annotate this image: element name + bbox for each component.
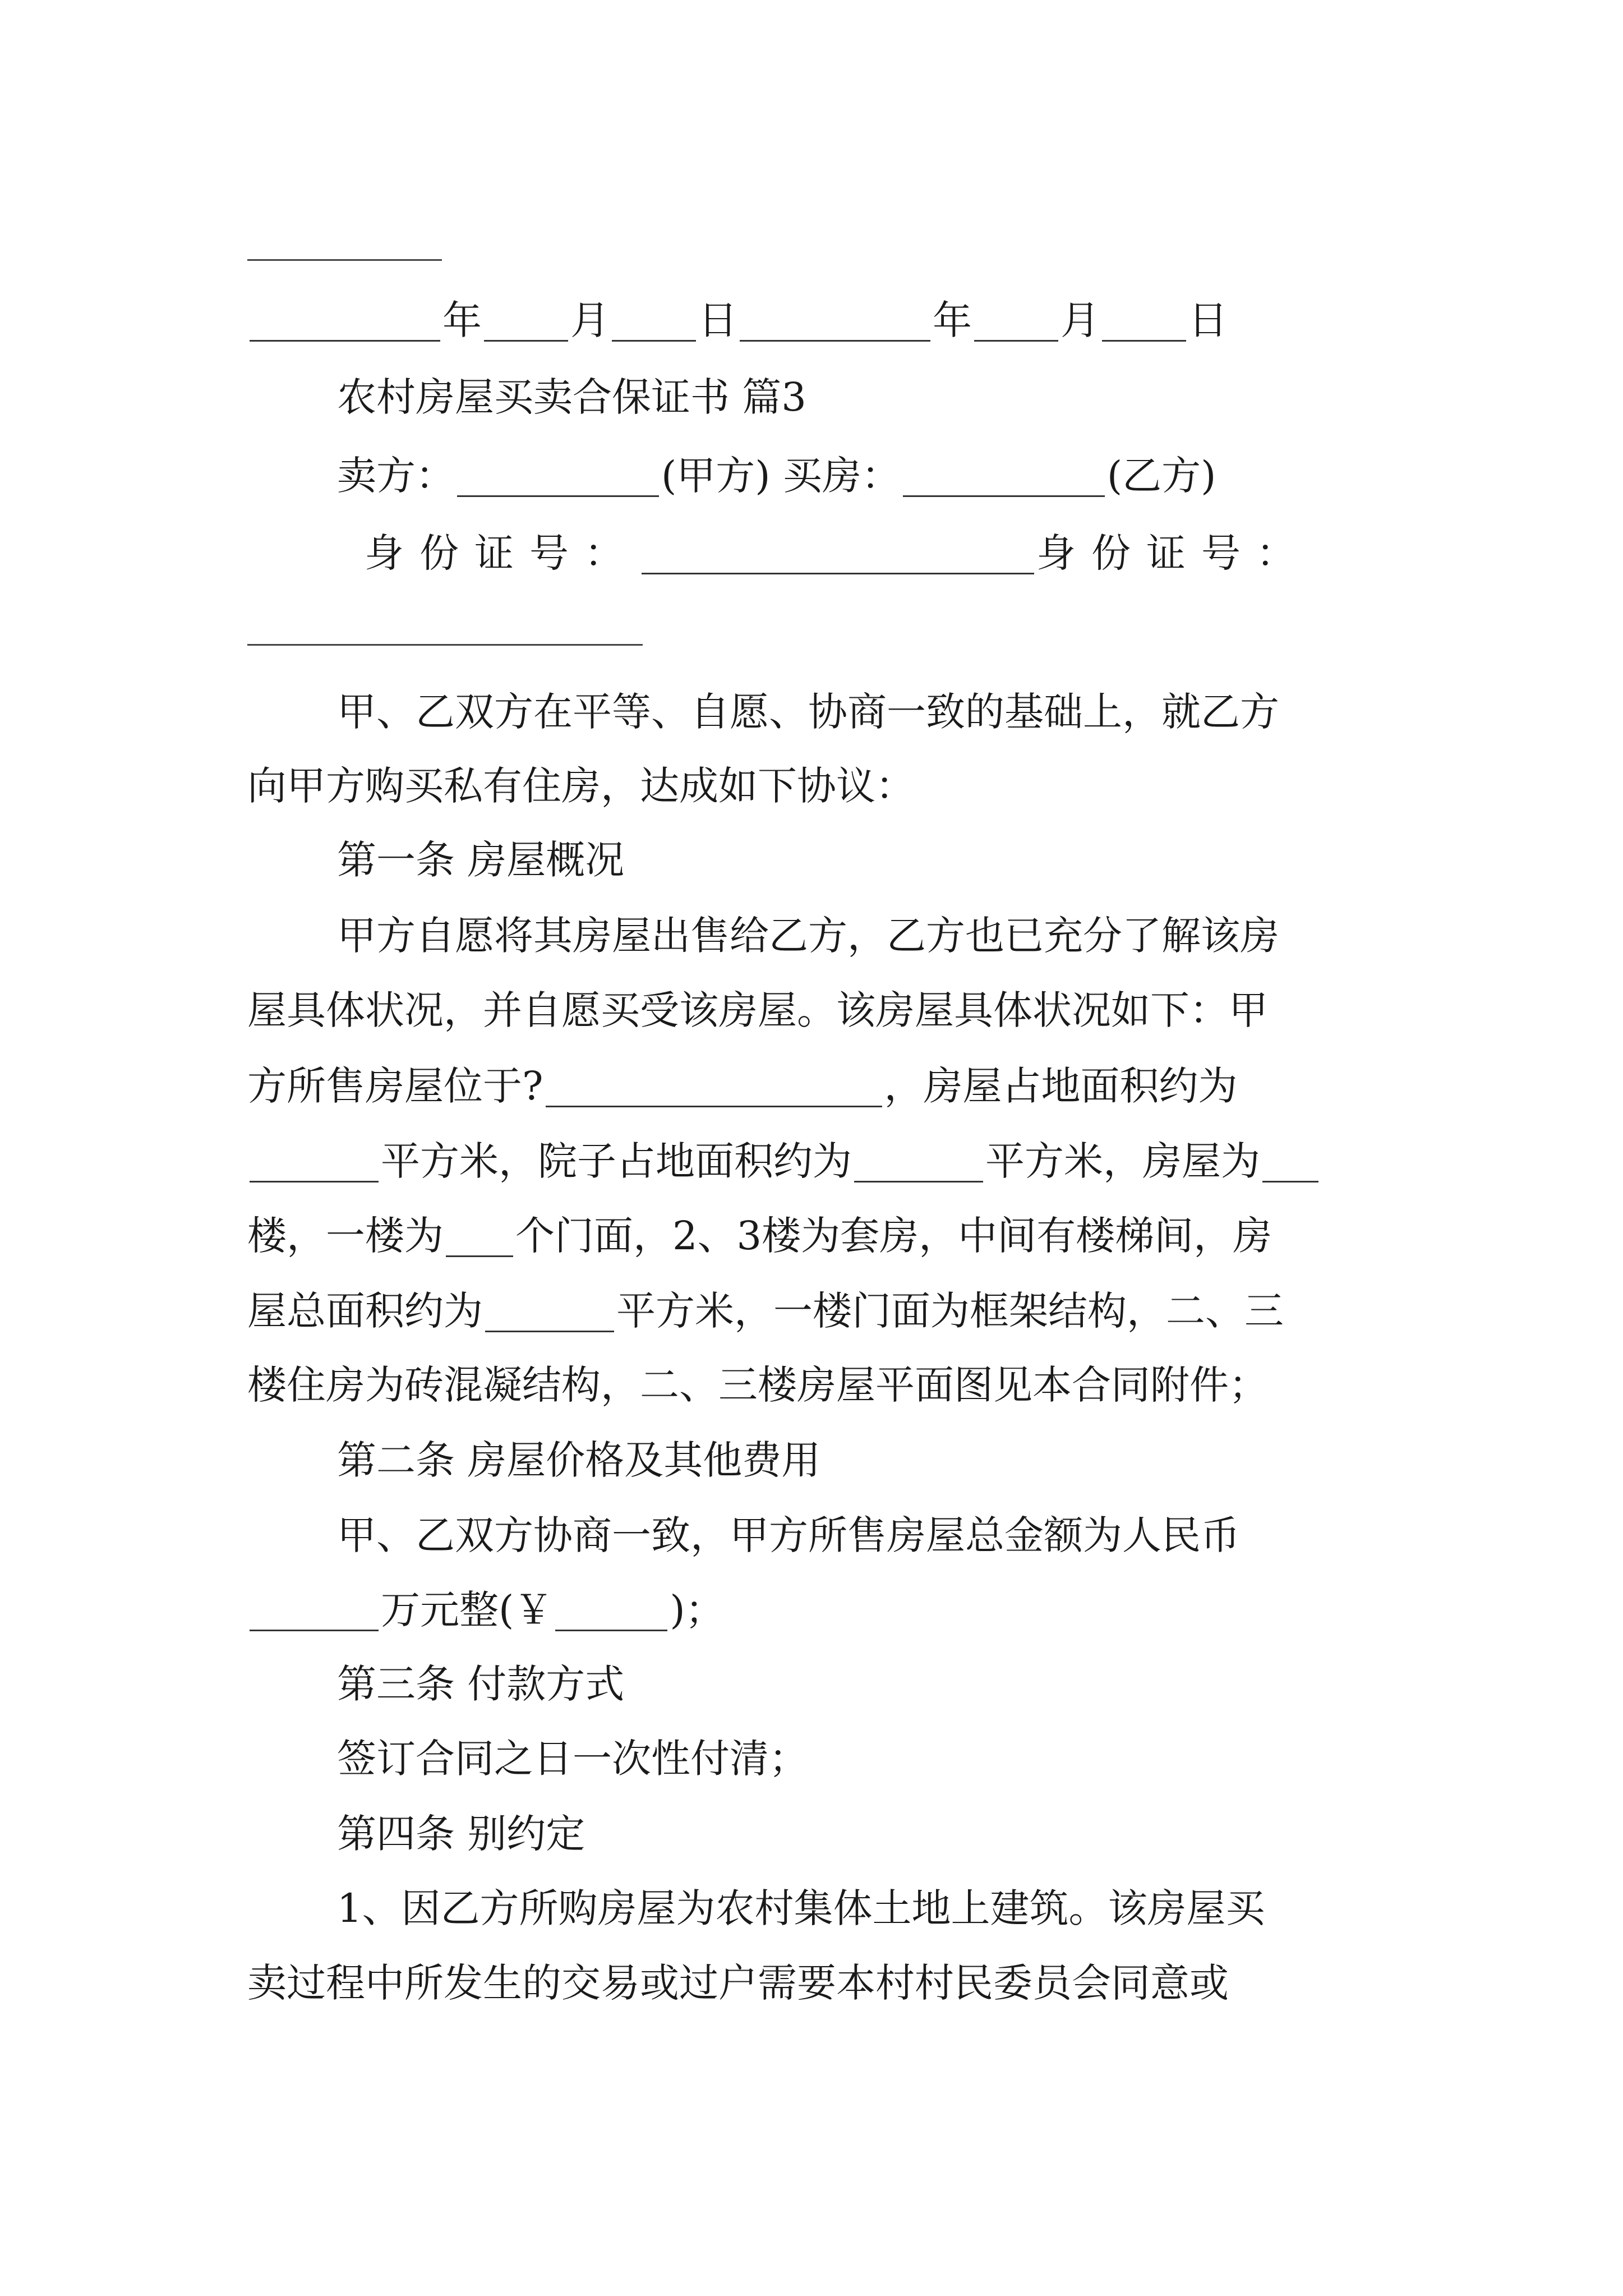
text-run: 年 <box>442 297 482 343</box>
fill-in-blank <box>485 1277 614 1332</box>
text-run: 楼，一楼为 <box>247 1213 444 1259</box>
text-run: 屋具体状况，并自愿买受该房屋。该房屋具体状况如下：甲 <box>247 987 1268 1033</box>
text-run: 个门面，2、3楼为套房，中间有楼梯间，房 <box>515 1213 1272 1259</box>
fill-in-blank <box>642 519 1034 574</box>
article-4-line-2 <box>247 1949 1386 2017</box>
text-run: 日 <box>1188 297 1228 343</box>
article-2-title <box>337 1427 1386 1494</box>
text-run: 月 <box>1061 297 1100 343</box>
text-run: 方所售房屋位于? <box>247 1063 543 1109</box>
fill-in-blank <box>484 287 568 342</box>
text-run: 第二条 房屋价格及其他费用 <box>337 1437 821 1483</box>
fill-in-blank <box>250 1576 379 1631</box>
date-line <box>247 287 1386 354</box>
text-run: 卖方： <box>337 453 455 499</box>
fill-in-blank <box>740 287 930 342</box>
article-3-line-1 <box>337 1725 1386 1792</box>
fill-in-blank <box>546 1052 882 1107</box>
article-1-line-2 <box>247 977 1386 1044</box>
fill-in-blank <box>612 287 696 342</box>
fill-in-blank <box>250 1128 379 1182</box>
article-3-title <box>337 1650 1386 1718</box>
text-run: 甲、乙双方在平等、自愿、协商一致的基础上，就乙方 <box>337 689 1279 735</box>
top-blank-rule <box>247 259 442 261</box>
fill-in-blank <box>457 442 659 497</box>
text-run: 月 <box>570 297 610 343</box>
text-run: 第一条 房屋概况 <box>337 837 625 883</box>
text-run: 年 <box>933 297 972 343</box>
text-run: 万元整(￥ <box>381 1587 554 1633</box>
article-1-line-5 <box>247 1202 1386 1269</box>
fill-in-blank <box>903 442 1105 497</box>
text-run: 日 <box>698 297 737 343</box>
text-run: 平方米，房屋为 <box>985 1138 1260 1184</box>
article-2-line-1 <box>337 1502 1386 1569</box>
text-run: 平方米，一楼门面为框架结构，二、三 <box>616 1288 1284 1334</box>
text-run: (乙方) <box>1106 453 1216 499</box>
text-run: 身份证号： <box>365 530 639 576</box>
article-1-line-7 <box>247 1351 1386 1419</box>
id-line <box>365 519 1386 587</box>
party-line <box>337 442 1386 509</box>
fill-in-blank <box>446 1202 513 1257</box>
fill-in-blank <box>1262 1128 1318 1182</box>
fill-in-blank <box>974 287 1058 342</box>
text-run: 屋总面积约为 <box>247 1288 483 1334</box>
article-4-line-1 <box>337 1875 1386 1942</box>
text-run: (甲方) 买房： <box>661 453 901 499</box>
article-1-line-3 <box>247 1052 1386 1120</box>
text-run: 甲、乙双方协商一致，甲方所售房屋总金额为人民币 <box>337 1512 1240 1558</box>
section-title <box>337 364 1386 431</box>
fill-in-blank <box>854 1128 983 1182</box>
article-4-title <box>337 1800 1386 1867</box>
id-continuation-rule <box>247 644 643 646</box>
article-1-line-6 <box>247 1277 1386 1345</box>
text-run: 平方米，院子占地面积约为 <box>381 1138 852 1184</box>
para-intro-2 <box>247 752 1386 820</box>
text-run: )； <box>670 1587 725 1633</box>
text-run: 第三条 付款方式 <box>337 1661 625 1707</box>
text-run: 向甲方购买私有住房，达成如下协议： <box>247 763 915 809</box>
text-run: 农村房屋买卖合保证书 篇3 <box>337 374 806 420</box>
text-run: 签订合同之日一次性付清； <box>337 1736 808 1782</box>
text-run: ，房屋占地面积约为 <box>884 1063 1238 1109</box>
text-run: 1、因乙方所购房屋为农村集体土地上建筑。该房屋买 <box>337 1885 1265 1931</box>
text-run: 第四条 别约定 <box>337 1811 585 1857</box>
para-intro-1 <box>337 678 1386 746</box>
fill-in-blank <box>1102 287 1186 342</box>
fill-in-blank <box>250 287 440 342</box>
article-2-line-2 <box>247 1576 1386 1644</box>
text-run: 楼住房为砖混凝结构，二、三楼房屋平面图见本合同附件； <box>247 1362 1268 1408</box>
article-1-line-4 <box>247 1128 1386 1195</box>
fill-in-blank <box>555 1576 667 1631</box>
text-run: 身份证号： <box>1036 530 1311 576</box>
article-1-line-1 <box>337 902 1386 969</box>
text-run: 甲方自愿将其房屋出售给乙方，乙方也已充分了解该房 <box>337 913 1279 959</box>
article-1-title <box>337 826 1386 894</box>
text-run: 卖过程中所发生的交易或过户需要本村村民委员会同意或 <box>247 1960 1229 2006</box>
